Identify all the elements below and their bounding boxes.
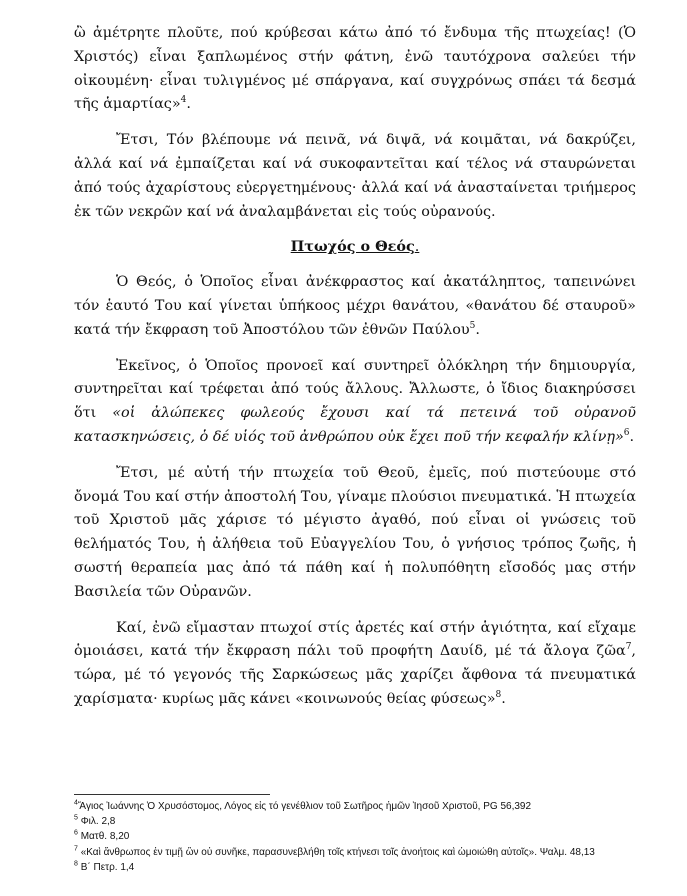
footnote-ref[interactable]: 8 (495, 690, 502, 701)
paragraph-text: Καί, ἐνῶ εἴμασταν πτωχοί στίς ἀρετές καί στήν ἁγιότητα, καί εἴχαμε ὁμοιάσει, κατά τήν ἔκφραση πάλι τοῦ προφήτη Δαυίδ, μέ τά ἄλογα ζῶα (74, 619, 636, 660)
paragraph (74, 355, 636, 450)
footnote-text: «Καὶ ἄνθρωπος ἐν τιμῇ ὢν οὐ συνῆκε, παρασυνεβλήθη τοῖς κτήνεσι τοῖς ἀνοήτοις καὶ ὡμοιώθη αὐτοῖς». Ψαλμ. 48,13 (80, 846, 595, 858)
footnote (74, 814, 654, 829)
paragraph-text: Ὁ Θεός, ὁ Ὁποῖος εἶναι ἀνέκφραστος καί ἀκατάληπτος, ταπεινώνει τόν ἑαυτό Του καί γίνεται ὑπήκοος μέχρι θανάτου, «θανάτου δέ σταυροῦ» κατά τήν ἔκφραση τοῦ Ἀποστόλου τῶν ἐθνῶν Παύλου (74, 274, 636, 338)
paragraph-text: , τώρα, μέ τό γεγονός τῆς Σαρκώσεως μᾶς χαρίζει ἄφθονα τά πνευματικά χαρίσματα· κυρίως μᾶς κάνει «κοινωνούς θείας φύσεως» (74, 643, 636, 707)
footnote (74, 845, 654, 860)
footnote-ref[interactable]: 4 (180, 95, 187, 106)
paragraph-text: ὢ ἀμέτρητε πλοῦτε, πού κρύβεσαι κάτω ἀπό τό ἔνδυμα τῆς πτωχείας! (Ὁ Χριστός) εἶναι ξαπλωμένος στήν φάτνη, ἐνῶ ταυτόχρονα σαλεύει τήν οἰκουμένη· εἶναι τυλιγμένος μέ σπάργανα, καί συγχρόνως σπάει τά δεσμά τῆς ἁμαρτίας» (74, 25, 636, 113)
footnote-ref[interactable]: 5 (469, 320, 476, 331)
paragraph (74, 271, 636, 342)
footnote-number: 4 (74, 799, 78, 807)
paragraph (74, 129, 636, 224)
paragraph (74, 617, 636, 712)
heading-title: Πτωχός ο Θεός (290, 238, 415, 256)
section-heading (74, 235, 636, 260)
punctuation: . (186, 96, 191, 113)
footnote-number: 7 (74, 845, 78, 853)
scripture-quote: «οἱ ἀλώπεκες φωλεούς ἔχουσι καί τά πετεινά τοῦ οὐρανοῦ κατασκηνώσεις, ὁ δέ υἱός τοῦ ἀνθρώπου οὐκ ἔχει ποῦ τήν κεφαλήν κλίνῃ» (74, 405, 636, 445)
paragraph-continuation (74, 22, 636, 117)
footnotes (74, 794, 654, 875)
body-text (74, 22, 636, 712)
footnote-text: Β΄ Πετρ. 1,4 (80, 861, 135, 873)
footnote-text: Ματθ. 8,20 (80, 831, 130, 843)
punctuation: . (475, 321, 480, 338)
footnote-text: Ἅγιος Ἰωάννης Ὁ Χρυσόστομος, Λόγος εἰς τό γενέθλιον τοῦ Σωτῆρος ἡμῶν Ἰησοῦ Χριστοῦ, PG 56,392 (77, 801, 532, 812)
footnote (74, 860, 654, 875)
footnote-number: 5 (74, 814, 78, 822)
paragraph-text: Ἐκεῖνος, ὁ Ὁποῖος προνοεῖ καί συντηρεῖ ὁλόκληρη τήν δημιουργία, συντηρεῖται καί τρέφεται ἀπό τούς ἄλλους. Ἄλλωστε, ὁ ἴδιος διακηρύσσει ὅτι (74, 357, 636, 422)
footnote-separator (74, 794, 270, 795)
footnote-ref[interactable]: 7 (625, 642, 632, 653)
footnote-text: Φιλ. 2,8 (80, 816, 116, 828)
punctuation: . (629, 428, 635, 445)
paragraph-text: Ἔτσι, Τόν βλέπουμε νά πεινᾶ, νά διψᾶ, νά κοιμᾶται, νά δακρύζει, ἀλλά καί νά ἐμπαίζεται καί νά συκοφαντεῖται καί τέλος νά σταυρώνεται ἀπό τούς ἀχαρίστους εὐεργετημένους· ἀλλά καί νά ἀνασταίνεται τριήμερος ἐκ τῶν νεκρῶν καί νά ἀναλαμβάνεται εἰς τούς οὐρανούς. (74, 132, 636, 220)
footnote (74, 829, 654, 844)
footnote-ref[interactable]: 6 (623, 428, 630, 439)
punctuation: . (501, 690, 506, 707)
footnote-number: 8 (74, 860, 78, 868)
heading-dot: . (414, 239, 420, 256)
paragraph-text: Ἔτσι, μέ αὐτή τήν πτωχεία τοῦ Θεοῦ, ἐμεῖς, πού πιστεύουμε στό ὄνομά Του καί στήν ἀποστολή Του, γίναμε πλούσιοι πνευματικά. Ἡ πτωχεία τοῦ Χριστοῦ μᾶς χάρισε τό μέγιστο ἀγαθό, πού εἶναι οἱ γνώσεις τοῦ θελήματός Του, ἡ ἀλήθεια τοῦ Εὐαγγελίου Του, ὁ γνήσιος τρόπος ζωῆς, ἡ σωστή θεραπεία μας ἀπό τά πάθη καί ἡ πολυπόθητη εἴσοδός μας στήν Βασιλεία τῶν Οὐρανῶν. (74, 464, 636, 600)
paragraph (74, 462, 636, 605)
footnote (74, 799, 654, 814)
footnote-number: 6 (74, 830, 78, 838)
